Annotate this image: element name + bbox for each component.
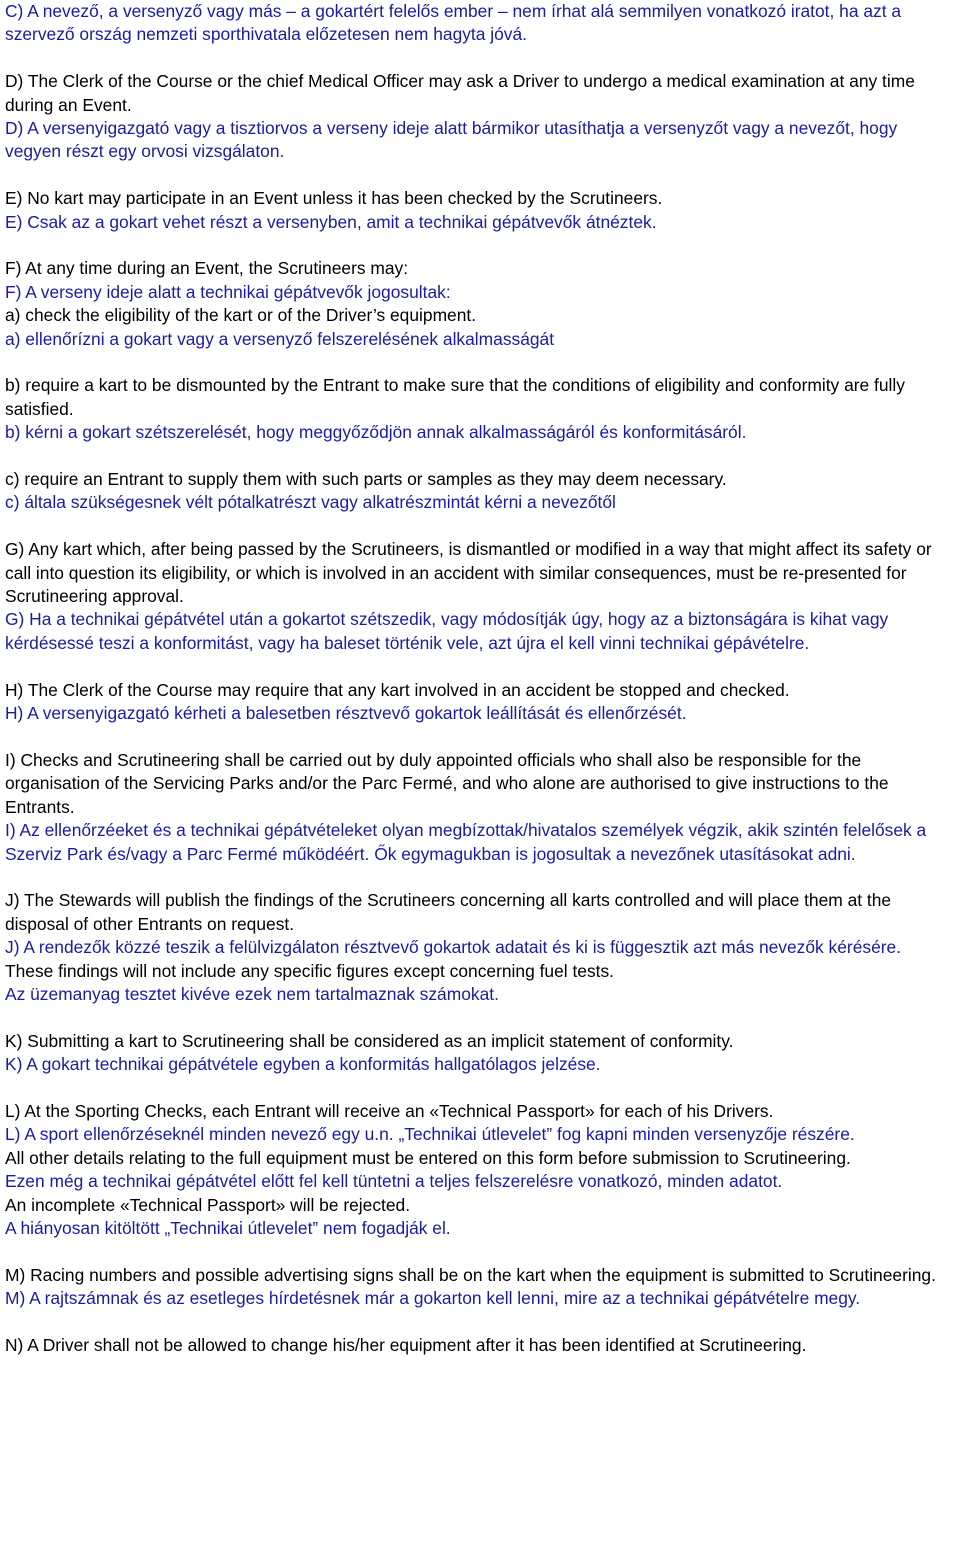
hungarian-text-line: K) A gokart technikai gépátvétele egyben a konformitás hallgatólagos jelzése. — [5, 1054, 601, 1075]
english-text-line: E) No kart may participate in an Event unless it has been checked by the Scrutineers. — [5, 188, 663, 209]
english-text-line: All other details relating to the full equipment must be entered on this form before submission to Scrutineering. — [5, 1147, 851, 1168]
english-text-line: a) check the eligibility of the kart or of the Driver’s equipment. — [5, 305, 477, 326]
english-text-line: An incomplete «Technical Passport» will be rejected. — [5, 1194, 411, 1215]
english-text-line: M) Racing numbers and possible advertising signs shall be on the kart when the equipment is submitted to Scrutineering. — [5, 1264, 936, 1285]
paragraph — [5, 70, 952, 164]
paragraph — [5, 538, 952, 655]
hungarian-text-line: D) A versenyigazgató vagy a tisztiorvos a verseny ideje alatt bármikor utasíthatja a versenyzőt vagy a nevezőt, hogy vegyen részt egy orvosi vizsgálaton. — [5, 118, 898, 162]
english-text-line: b) require a kart to be dismounted by the Entrant to make sure that the conditions of eligibility and conformity are fully satisfied. — [5, 375, 905, 419]
hungarian-text-line: J) A rendezők közzé teszik a felülvizgálaton résztvevő gokartok adatait és ki is függesztik azt más nevezők kérésére. — [5, 937, 902, 958]
paragraph — [5, 679, 952, 726]
hungarian-text-line: F) A verseny ideje alatt a technikai gépátvevők jogosultak: — [5, 281, 451, 302]
hungarian-text-line: H) A versenyigazgató kérheti a balesetben résztvevő gokartok leállítását és ellenőrzését. — [5, 703, 687, 724]
english-text-line: N) A Driver shall not be allowed to change his/her equipment after it has been identified at Scrutineering. — [5, 1334, 807, 1355]
hungarian-text-line: I) Az ellenőrzéeket és a technikai gépátvételeket olyan megbízottak/hivatalos személyek végzik, akik szintén felelősek a Szerviz Park és/vagy a Parc Fermé működéért. Ők egymagukban is jogosultak a nevezőnek utasításokat adni. — [5, 820, 927, 864]
paragraph — [5, 1100, 952, 1240]
hungarian-text-line: C) A nevező, a versenyző vagy más – a gokartért felelős ember – nem írhat alá semmilyen vonatkozó iratot, ha azt a szervező ország nemzeti sporthivatala előzetesen nem hagyta jóvá. — [5, 1, 902, 45]
paragraph — [5, 1264, 952, 1311]
english-text-line: G) Any kart which, after being passed by the Scrutineers, is dismantled or modified in a way that might affect its safety or call into question its eligibility, or which is involved in an accident with similar consequences, must be re-presented for Scrutineering approval. — [5, 539, 932, 607]
hungarian-text-line: a) ellenőrízni a gokart vagy a versenyző felszerelésének alkalmasságát — [5, 328, 555, 349]
paragraph — [5, 257, 952, 351]
paragraph — [5, 1334, 952, 1357]
english-text-line: These findings will not include any specific figures except concerning fuel tests. — [5, 960, 614, 981]
english-text-line: K) Submitting a kart to Scrutineering shall be considered as an implicit statement of conformity. — [5, 1030, 734, 1051]
hungarian-text-line: A hiányosan kitöltött „Technikai útlevelet” nem fogadják el. — [5, 1217, 451, 1238]
english-text-line: H) The Clerk of the Course may require that any kart involved in an accident be stopped and checked. — [5, 679, 790, 700]
hungarian-text-line: b) kérni a gokart szétszerelését, hogy meggyőződjön annak alkalmasságáról és konformitásáról. — [5, 422, 747, 443]
english-text-line: I) Checks and Scrutineering shall be carried out by duly appointed officials who shall also be responsible for the organisation of the Servicing Parks and/or the Parc Fermé, and who alone are authorised to give instructions to the Entrants. — [5, 749, 889, 817]
hungarian-text-line: E) Csak az a gokart vehet részt a versenyben, amit a technikai gépátvevők átnéztek. — [5, 211, 657, 232]
hungarian-text-line: Az üzemanyag tesztet kivéve ezek nem tartalmaznak számokat. — [5, 983, 499, 1004]
paragraph — [5, 889, 952, 1006]
hungarian-text-line: M) A rajtszámnak és az esetleges hírdetésnek már a gokarton kell lenni, mire az a technikai gépátvételre megy. — [5, 1288, 861, 1309]
paragraph — [5, 374, 952, 444]
paragraph — [5, 749, 952, 866]
english-text-line: F) At any time during an Event, the Scrutineers may: — [5, 258, 409, 279]
hungarian-text-line: Ezen még a technikai gépátvétel előtt fel kell tüntetni a teljes felszerelésre vonatkozó, minden adatot. — [5, 1171, 783, 1192]
hungarian-text-line: G) Ha a technikai gépátvétel után a gokartot szétszedik, vagy módosítják úgy, hogy az a biztonságára is kihat vagy kérdésessé teszi a konformitást, vagy ha baleset történik vele, azt újra el kell vinni technikai gépávételre. — [5, 609, 889, 653]
hungarian-text-line: c) általa szükségesnek vélt pótalkatrészt vagy alkatrészmintát kérni a nevezőtől — [5, 492, 616, 513]
paragraph — [5, 468, 952, 515]
english-text-line: D) The Clerk of the Course or the chief Medical Officer may ask a Driver to undergo a medical examination at any time during an Event. — [5, 71, 915, 115]
english-text-line: c) require an Entrant to supply them with such parts or samples as they may deem necessary. — [5, 469, 727, 490]
paragraph — [5, 1030, 952, 1077]
paragraph — [5, 187, 952, 234]
english-text-line: J) The Stewards will publish the findings of the Scrutineers concerning all karts controlled and will place them at the disposal of other Entrants on request. — [5, 890, 892, 934]
hungarian-text-line: L) A sport ellenőrzéseknél minden nevező egy u.n. „Technikai útlevelet” fog kapni minden versenyzője részére. — [5, 1124, 855, 1145]
english-text-line: L) At the Sporting Checks, each Entrant will receive an «Technical Passport» for each of his Drivers. — [5, 1100, 774, 1121]
paragraph — [5, 0, 952, 47]
